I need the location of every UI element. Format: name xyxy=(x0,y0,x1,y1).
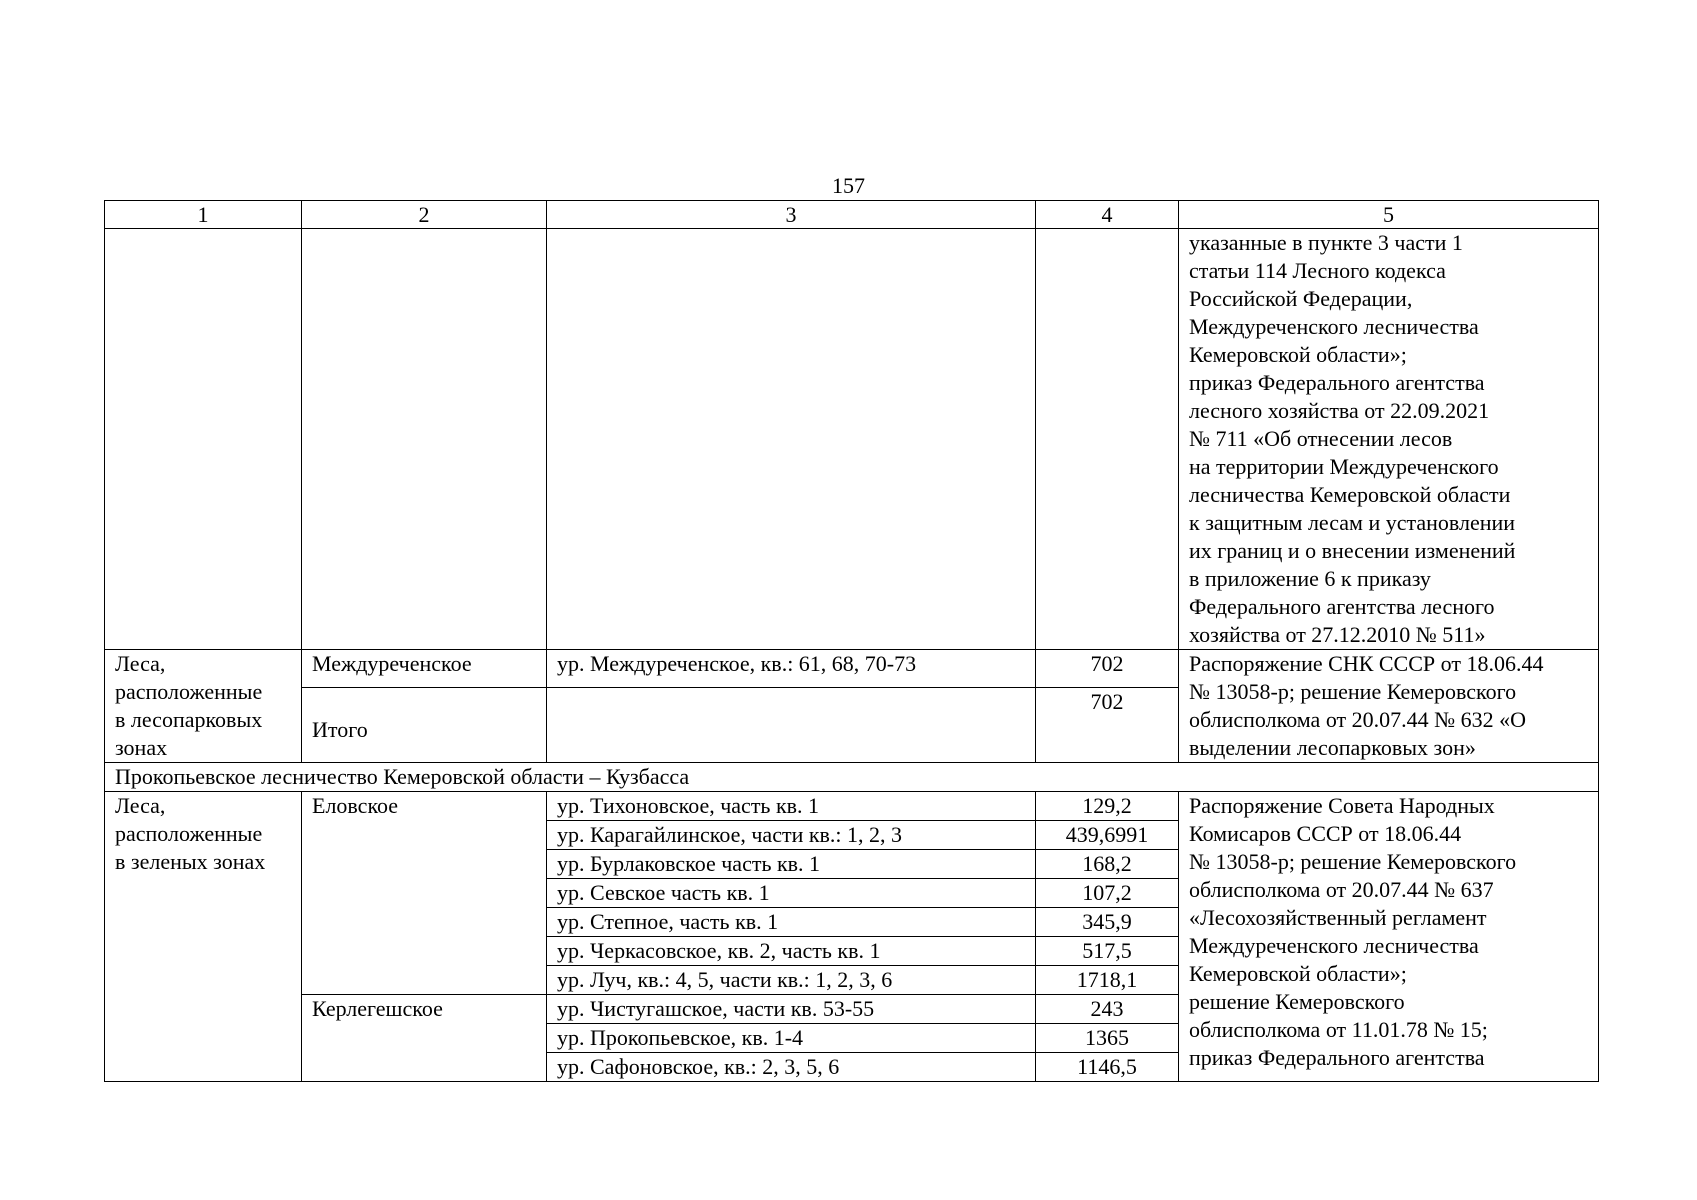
text-line: Кемеровской области»; xyxy=(1189,342,1407,367)
district-cell: Междуреченское xyxy=(302,650,547,688)
text-line: зонах xyxy=(115,735,168,760)
area-cell: 439,6991 xyxy=(1036,821,1179,850)
text-line: на территории Междуреченского xyxy=(1189,454,1499,479)
text-line: в приложение 6 к приказу xyxy=(1189,566,1431,591)
text-line: статьи 114 Лесного кодекса xyxy=(1189,258,1446,283)
text-line: № 13058-р; решение Кемеровского xyxy=(1189,679,1517,704)
text-line: приказ Федерального агентства xyxy=(1189,1045,1485,1070)
text-line: расположенные xyxy=(115,821,263,846)
text-line: Российской Федерации, xyxy=(1189,286,1413,311)
text-line: указанные в пункте 3 части 1 xyxy=(1189,230,1463,255)
tract-cell: ур. Междуреченское, кв.: 61, 68, 70-73 xyxy=(547,650,1036,688)
column-number: 3 xyxy=(547,201,1036,229)
area-cell: 1146,5 xyxy=(1036,1053,1179,1082)
empty-cell xyxy=(547,688,1036,763)
page-number: 157 xyxy=(832,173,865,198)
tract-cell: ур. Черкасовское, кв. 2, часть кв. 1 xyxy=(547,937,1036,966)
text-line: решение Кемеровского xyxy=(1189,989,1405,1014)
tract-cell: ур. Тихоновское, часть кв. 1 xyxy=(547,792,1036,821)
section-heading-row xyxy=(105,763,1599,792)
forest-table xyxy=(104,200,1599,1082)
empty-cell xyxy=(547,229,1036,650)
text-line: Междуреченского лесничества xyxy=(1189,933,1479,958)
legal-basis-cell xyxy=(1179,792,1599,1082)
column-number: 1 xyxy=(105,201,302,229)
tract-cell: ур. Степное, часть кв. 1 xyxy=(547,908,1036,937)
area-cell: 517,5 xyxy=(1036,937,1179,966)
text-line: Кемеровской области»; xyxy=(1189,961,1407,986)
empty-cell xyxy=(302,229,547,650)
area-cell: 345,9 xyxy=(1036,908,1179,937)
total-label: Итого xyxy=(312,717,368,743)
text-line: Леса, xyxy=(115,651,166,676)
empty-cell xyxy=(105,229,302,650)
text-line: выделении лесопарковых зон» xyxy=(1189,735,1476,760)
tract-cell: ур. Чистугашское, части кв. 53-55 xyxy=(547,995,1036,1024)
text-line: «Лесохозяйственный регламент xyxy=(1189,905,1487,930)
text-line: их границ и о внесении изменений xyxy=(1189,538,1516,563)
section-heading: Прокопьевское лесничество Кемеровской области – Кузбасса xyxy=(105,763,1599,792)
area-cell: 1365 xyxy=(1036,1024,1179,1053)
text-line: облисполкома от 11.01.78 № 15; xyxy=(1189,1017,1488,1042)
tract-cell: ур. Прокопьевское, кв. 1-4 xyxy=(547,1024,1036,1053)
empty-cell xyxy=(1036,229,1179,650)
text-line: к защитным лесам и установлении xyxy=(1189,510,1516,535)
text-line: в зеленых зонах xyxy=(115,849,266,874)
area-cell: 107,2 xyxy=(1036,879,1179,908)
district-cell: Еловское xyxy=(302,792,547,995)
tract-cell: ур. Сафоновское, кв.: 2, 3, 5, 6 xyxy=(547,1053,1036,1082)
text-line: облисполкома от 20.07.44 № 637 xyxy=(1189,877,1494,902)
legal-basis-continuation xyxy=(1179,229,1599,650)
text-line: расположенные xyxy=(115,679,263,704)
column-number: 5 xyxy=(1179,201,1599,229)
table-row xyxy=(105,792,1599,821)
tract-cell: ур. Карагайлинское, части кв.: 1, 2, 3 xyxy=(547,821,1036,850)
continuation-row xyxy=(105,229,1599,650)
text-line: лесного хозяйства от 22.09.2021 xyxy=(1189,398,1490,423)
tract-cell: ур. Севское часть кв. 1 xyxy=(547,879,1036,908)
column-number-row xyxy=(105,201,1599,229)
text-line: в лесопарковых xyxy=(115,707,263,732)
tract-cell: ур. Луч, кв.: 4, 5, части кв.: 1, 2, 3, 6 xyxy=(547,966,1036,995)
text-line: Федерального агентства лесного xyxy=(1189,594,1495,619)
area-cell: 243 xyxy=(1036,995,1179,1024)
category-cell xyxy=(105,792,302,1082)
text-line: Распоряжение Совета Народных xyxy=(1189,793,1495,818)
column-number: 2 xyxy=(302,201,547,229)
category-cell xyxy=(105,650,302,763)
total-label-cell xyxy=(302,688,547,763)
text-line: приказ Федерального агентства xyxy=(1189,370,1485,395)
area-cell: 129,2 xyxy=(1036,792,1179,821)
area-cell: 702 xyxy=(1036,650,1179,688)
text-line: Распоряжение СНК СССР от 18.06.44 xyxy=(1189,651,1544,676)
text-line: Леса, xyxy=(115,793,166,818)
legal-basis-cell xyxy=(1179,650,1599,763)
text-line: хозяйства от 27.12.2010 № 511» xyxy=(1189,622,1486,647)
area-cell: 168,2 xyxy=(1036,850,1179,879)
text-line: облисполкома от 20.07.44 № 632 «О xyxy=(1189,707,1527,732)
text-line: Комисаров СССР от 18.06.44 xyxy=(1189,821,1462,846)
tract-cell: ур. Бурлаковское часть кв. 1 xyxy=(547,850,1036,879)
text-line: № 711 «Об отнесении лесов xyxy=(1189,426,1453,451)
column-number: 4 xyxy=(1036,201,1179,229)
forest-park-row xyxy=(105,650,1599,688)
area-cell: 1718,1 xyxy=(1036,966,1179,995)
text-line: Междуреченского лесничества xyxy=(1189,314,1479,339)
text-line: лесничества Кемеровской области xyxy=(1189,482,1511,507)
district-cell: Керлегешское xyxy=(302,995,547,1082)
total-area-cell: 702 xyxy=(1036,688,1179,763)
text-line: № 13058-р; решение Кемеровского xyxy=(1189,849,1517,874)
